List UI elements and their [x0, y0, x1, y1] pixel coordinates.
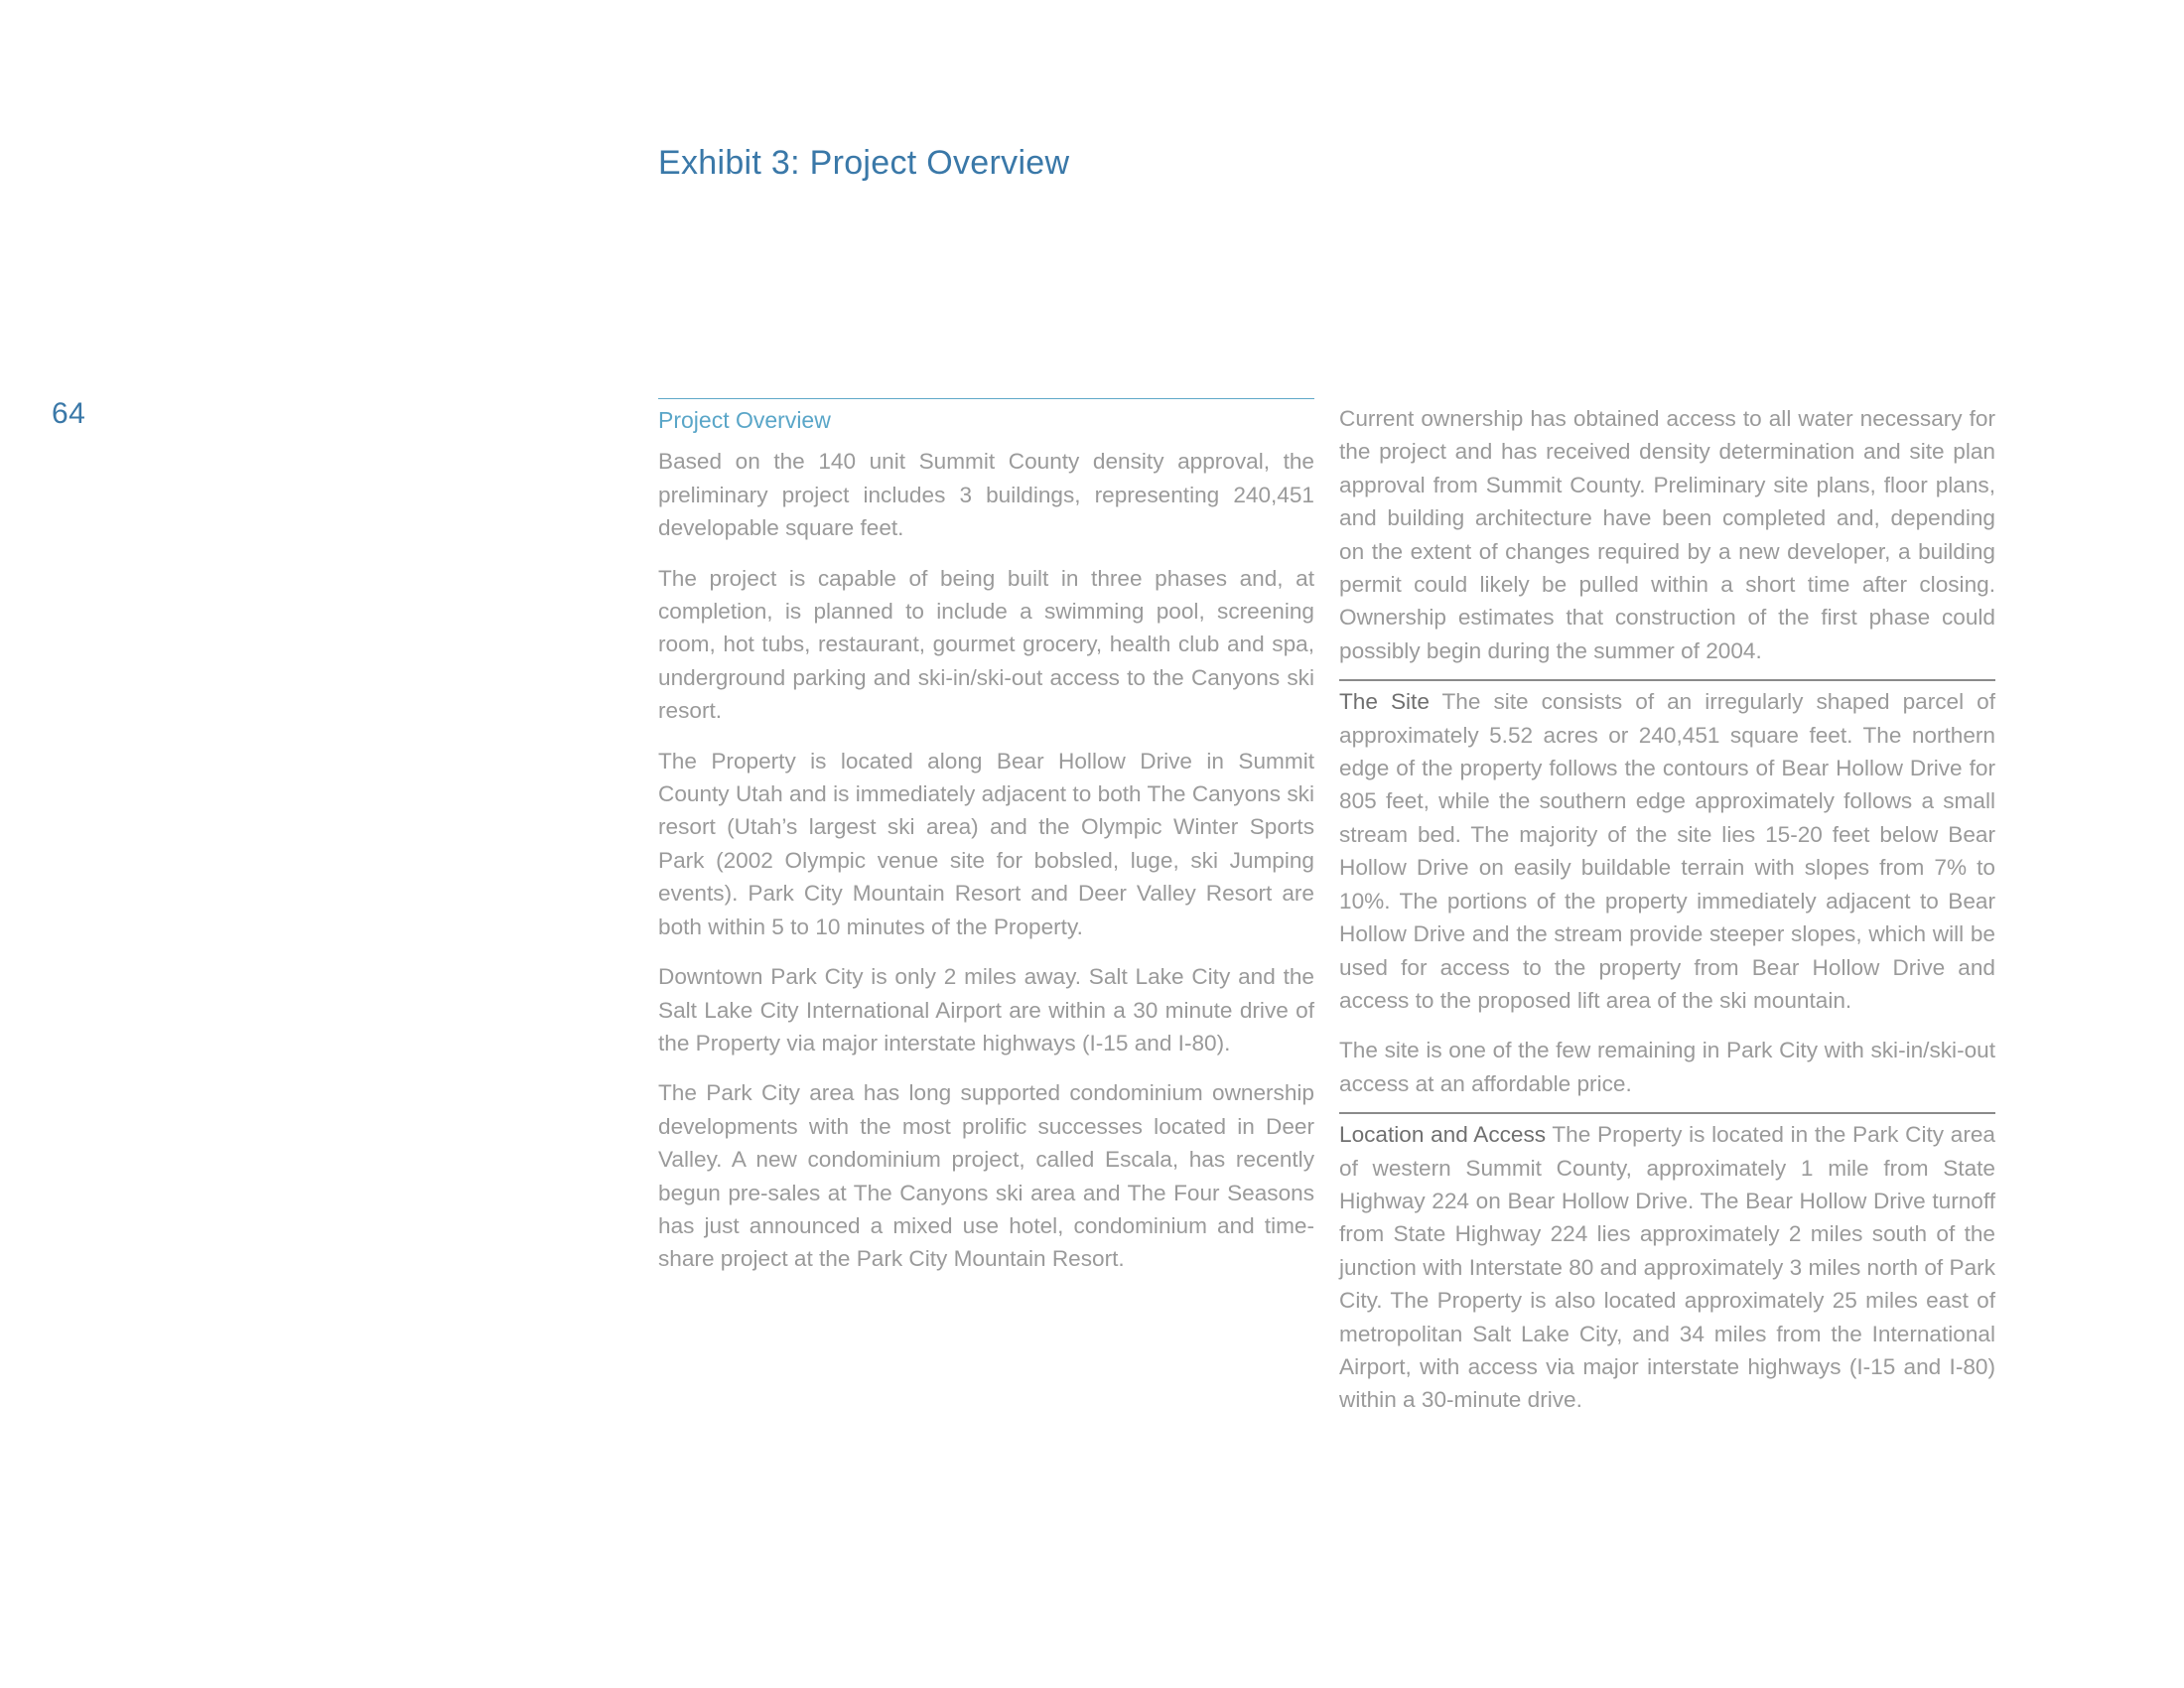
location-text: The Property is located in the Park City area of western Summit County, approximately 1 mile from State Highway 224 on Bear Hollow Drive. The Bear Hollow Drive turnoff from State Highway 224 lies approximately 2 miles south of the junction with Interstate 80 and approximately 3 miles north of Park City. The Property is also located approximately 25 miles east of metropolitan Salt Lake City, and 34 miles from the International Airport, with access via major interstate highways (I-15 and I-80) within a 30-minute drive. [1339, 1122, 1996, 1413]
paragraph: The project is capable of being built in three phases and, at completion, is planned to include a swimming pool, screening room, hot tubs, restaurant, gourmet grocery, health club and spa, underground parking and ski-in/ski-out access to the Canyons ski resort. [658, 565, 1314, 724]
location-heading: Location and Access [1339, 1122, 1547, 1148]
left-column-rule [658, 398, 1314, 399]
site-paragraph [1339, 685, 1995, 1017]
site-heading: The Site [1339, 689, 1430, 715]
location-section [1339, 1112, 1995, 1417]
section-heading-project-overview: Project Overview [658, 407, 831, 433]
paragraph: The site is one of the few remaining in Park City with ski-in/ski-out access at an affordable price. [1339, 1038, 1995, 1096]
paragraph: The Park City area has long supported condominium ownership developments with the most prolific successes located in Deer Valley. A new condominium project, called Escala, has recently begun pre-sales at The Canyons ski area and The Four Seasons has just announced a mixed use hotel, condominium and time-share project at the Park City Mountain Resort. [658, 1080, 1314, 1272]
paragraph: Downtown Park City is only 2 miles away. Salt Lake City and the Salt Lake City International Airport are within a 30 minute drive of the Property via major interstate highways (I-15 and I-80). [658, 964, 1314, 1055]
site-text: The site consists of an irregularly shaped parcel of approximately 5.52 acres or 240,451 square feet. The northern edge of the property follows the contours of Bear Hollow Drive for 805 feet, while the southern edge approximately follows a small stream bed. The majority of the site lies 15-20 feet below Bear Hollow Drive on easily buildable terrain with slopes from 7% to 10%. The portions of the property immediately adjacent to Bear Hollow Drive and the stream provide steeper slopes, which will be used for access to the property from Bear Hollow Drive and access to the proposed lift area of the ski mountain. [1339, 689, 1995, 1013]
left-column [658, 402, 1314, 1293]
paragraph: Current ownership has obtained access to all water necessary for the project and has received density determination and site plan approval from Summit County. Preliminary site plans, floor plans, and building architecture have been completed and, depending on the extent of changes required by a new developer, a building permit could likely be pulled within a short time after closing. Ownership estimates that construction of the first phase could possibly begin during the summer of 2004. [1339, 406, 1995, 663]
right-column [1339, 402, 1995, 1434]
location-paragraph [1339, 1118, 1995, 1417]
page-number: 64 [52, 397, 86, 430]
paragraph: The Property is located along Bear Hollow Drive in Summit County Utah and is immediately adjacent to both The Canyons ski resort (Utah’s largest ski area) and the Olympic Winter Sports Park (2002 Olympic venue site for bobsled, luge, ski Jumping events). Park City Mountain Resort and Deer Valley Resort are both within 5 to 10 minutes of the Property. [658, 748, 1314, 939]
site-section [1339, 679, 1995, 1100]
paragraph: Based on the 140 unit Summit County density approval, the preliminary project includes 3 buildings, representing 240,451 developable square feet. [658, 449, 1314, 541]
exhibit-title: Exhibit 3: Project Overview [658, 144, 1070, 182]
